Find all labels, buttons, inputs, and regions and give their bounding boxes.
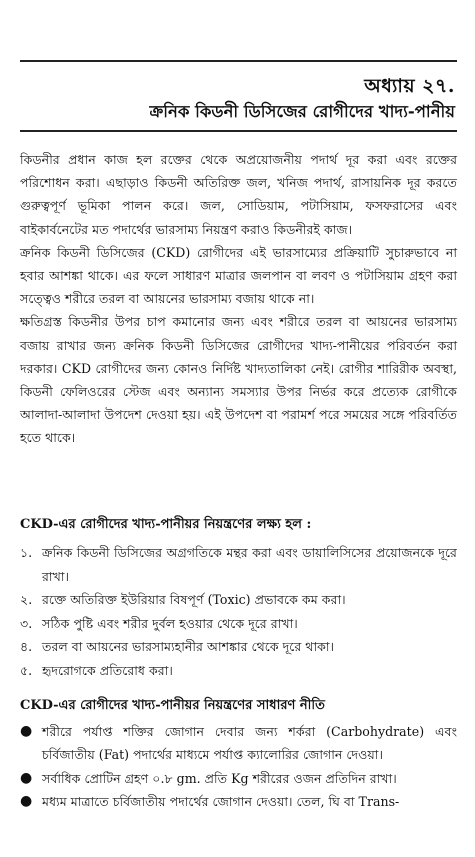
goal-text: রক্তে অতিরিক্ত ইউরিয়ার বিষপূর্ণ (Toxic) প্রভাবকে কম করা। [42, 592, 346, 608]
goals-list [20, 541, 457, 683]
goal-text: ক্রনিক কিডনী ডিসিজের অগ্রগতিকে মন্থর করা এবং ডায়ালিসিসের প্রয়োজনকে দূরে রাখা। [42, 545, 457, 584]
chapter-number: অধ্যায় ২৭. [364, 75, 455, 97]
rule-item [20, 767, 457, 790]
rule-item [20, 790, 457, 813]
goal-number: ৫. [20, 662, 33, 678]
goal-number: ৪. [20, 639, 33, 655]
rule-text: মধ্যম মাত্রাতে চর্বিজাতীয় পদার্থের জোগান দেওয়া। তেল, ঘি বা Trans- [42, 794, 400, 810]
rules-list [20, 720, 457, 814]
goal-text: হৃদরোগকে প্রতিরোধ করা। [42, 662, 173, 678]
top-rule [20, 60, 457, 62]
bullet-icon: ● [20, 723, 33, 739]
goal-item [20, 541, 457, 588]
rule-item [20, 720, 457, 767]
goal-number: ১. [20, 545, 33, 560]
goal-item [20, 612, 457, 636]
goal-text: তরল বা আয়নের ভারসাম্যহানীর আশঙ্কার থেকে দূরে থাকা। [42, 639, 335, 655]
bullet-icon: ● [20, 769, 33, 786]
intro-paragraph-3: ক্ষতিগ্রস্ত কিডনীর উপর চাপ কমানোর জন্য এবং শরীরে তরল বা আয়নের ভারসাম্য বজায় রাখার জন্য ক্রনিক কিডনী ডিসিজের রোগীদের খাদ্য-পানীয়ের পরিবর্তন করা দরকার। CKD রোগীদের জন্য কোনও নির্দিষ্ট খাদ্যতালিকা নেই। রোগীর শারিরীক অবস্থা, কিডনী ফেলিওরের স্টেজ এবং অন্যান্য সমস্যার উপর নির্ভর করে প্রত্যেক রোগীকে আলাদা-আলাদা উপদেশ দেওয়া হয়। এই উপদেশ বা পরামর্শ পরে সময়ের সঙ্গে পরিবর্তিত হতে থাকে। [20, 314, 457, 446]
goal-item [20, 588, 457, 612]
rule-text: সর্বাধিক প্রোটিন গ্রহণ ০.৮ gm. প্রতি Kg শরীরের ওজন প্রতিদিন রাখা। [42, 770, 397, 786]
rule-text: শরীরে পর্যাপ্ত শক্তির জোগান দেবার জন্য শর্করা (Carbohydrate) এবং চর্বিজাতীয় (Fat) পদার্থের মাধ্যমে পর্যাপ্ত ক্যালোরির জোগান দেওয়া। [42, 724, 457, 763]
intro-body [20, 148, 457, 450]
rules-heading: CKD-এর রোগীদের খাদ্য-পানীয়র নিয়ন্ত্রণের সাধারণ নীতি [20, 698, 325, 713]
chapter-title: ক্রনিক কিডনী ডিসিজের রোগীদের খাদ্য-পানীয় [149, 102, 455, 121]
goal-number: ২. [20, 592, 33, 608]
goal-item [20, 659, 457, 683]
intro-paragraph-1: কিডনীর প্রধান কাজ হল রক্তের থেকে অপ্রয়োজনীয় পদার্থ দূর করা এবং রক্তের পরিশোধন করা। এছাড়াও কিডনী অতিরিক্ত জল, খনিজ পদার্থ, রাসায়নিক দূর করতে গুরুত্বপূর্ণ ভূমিকা পালন করে। জল, সোডিয়াম, পটাসিয়াম, ফসফরাসের এবং বাইকার্বনেটের মত পদার্থের ভারসাম্য নিয়ন্ত্রণ করাও কিডনীরই কাজ। [20, 152, 457, 237]
goal-number: ৩. [20, 615, 33, 631]
goal-item [20, 635, 457, 659]
title-rule [20, 130, 457, 132]
goals-heading: CKD-এর রোগীদের খাদ্য-পানীয়র নিয়ন্ত্রণের লক্ষ্য হল : [20, 517, 312, 532]
bullet-icon: ● [20, 793, 33, 810]
intro-paragraph-2: ক্রনিক কিডনী ডিসিজের (CKD) রোগীদের এই ভারসাম্যের প্রক্রিয়াটি সুচারুভাবে না হবার আশঙ্কা থাকে। এর ফলে সাধারণ মাত্রার জলপান বা লবণ ও পটাসিয়াম গ্রহণ করা সত্ত্বেও শরীরে তরল বা আয়নের ভারসাম্য বজায় থাকে না। [20, 244, 457, 307]
goal-text: সঠিক পুষ্টি এবং শরীর দুর্বল হওয়ার থেকে দূরে রাখা। [42, 615, 298, 631]
